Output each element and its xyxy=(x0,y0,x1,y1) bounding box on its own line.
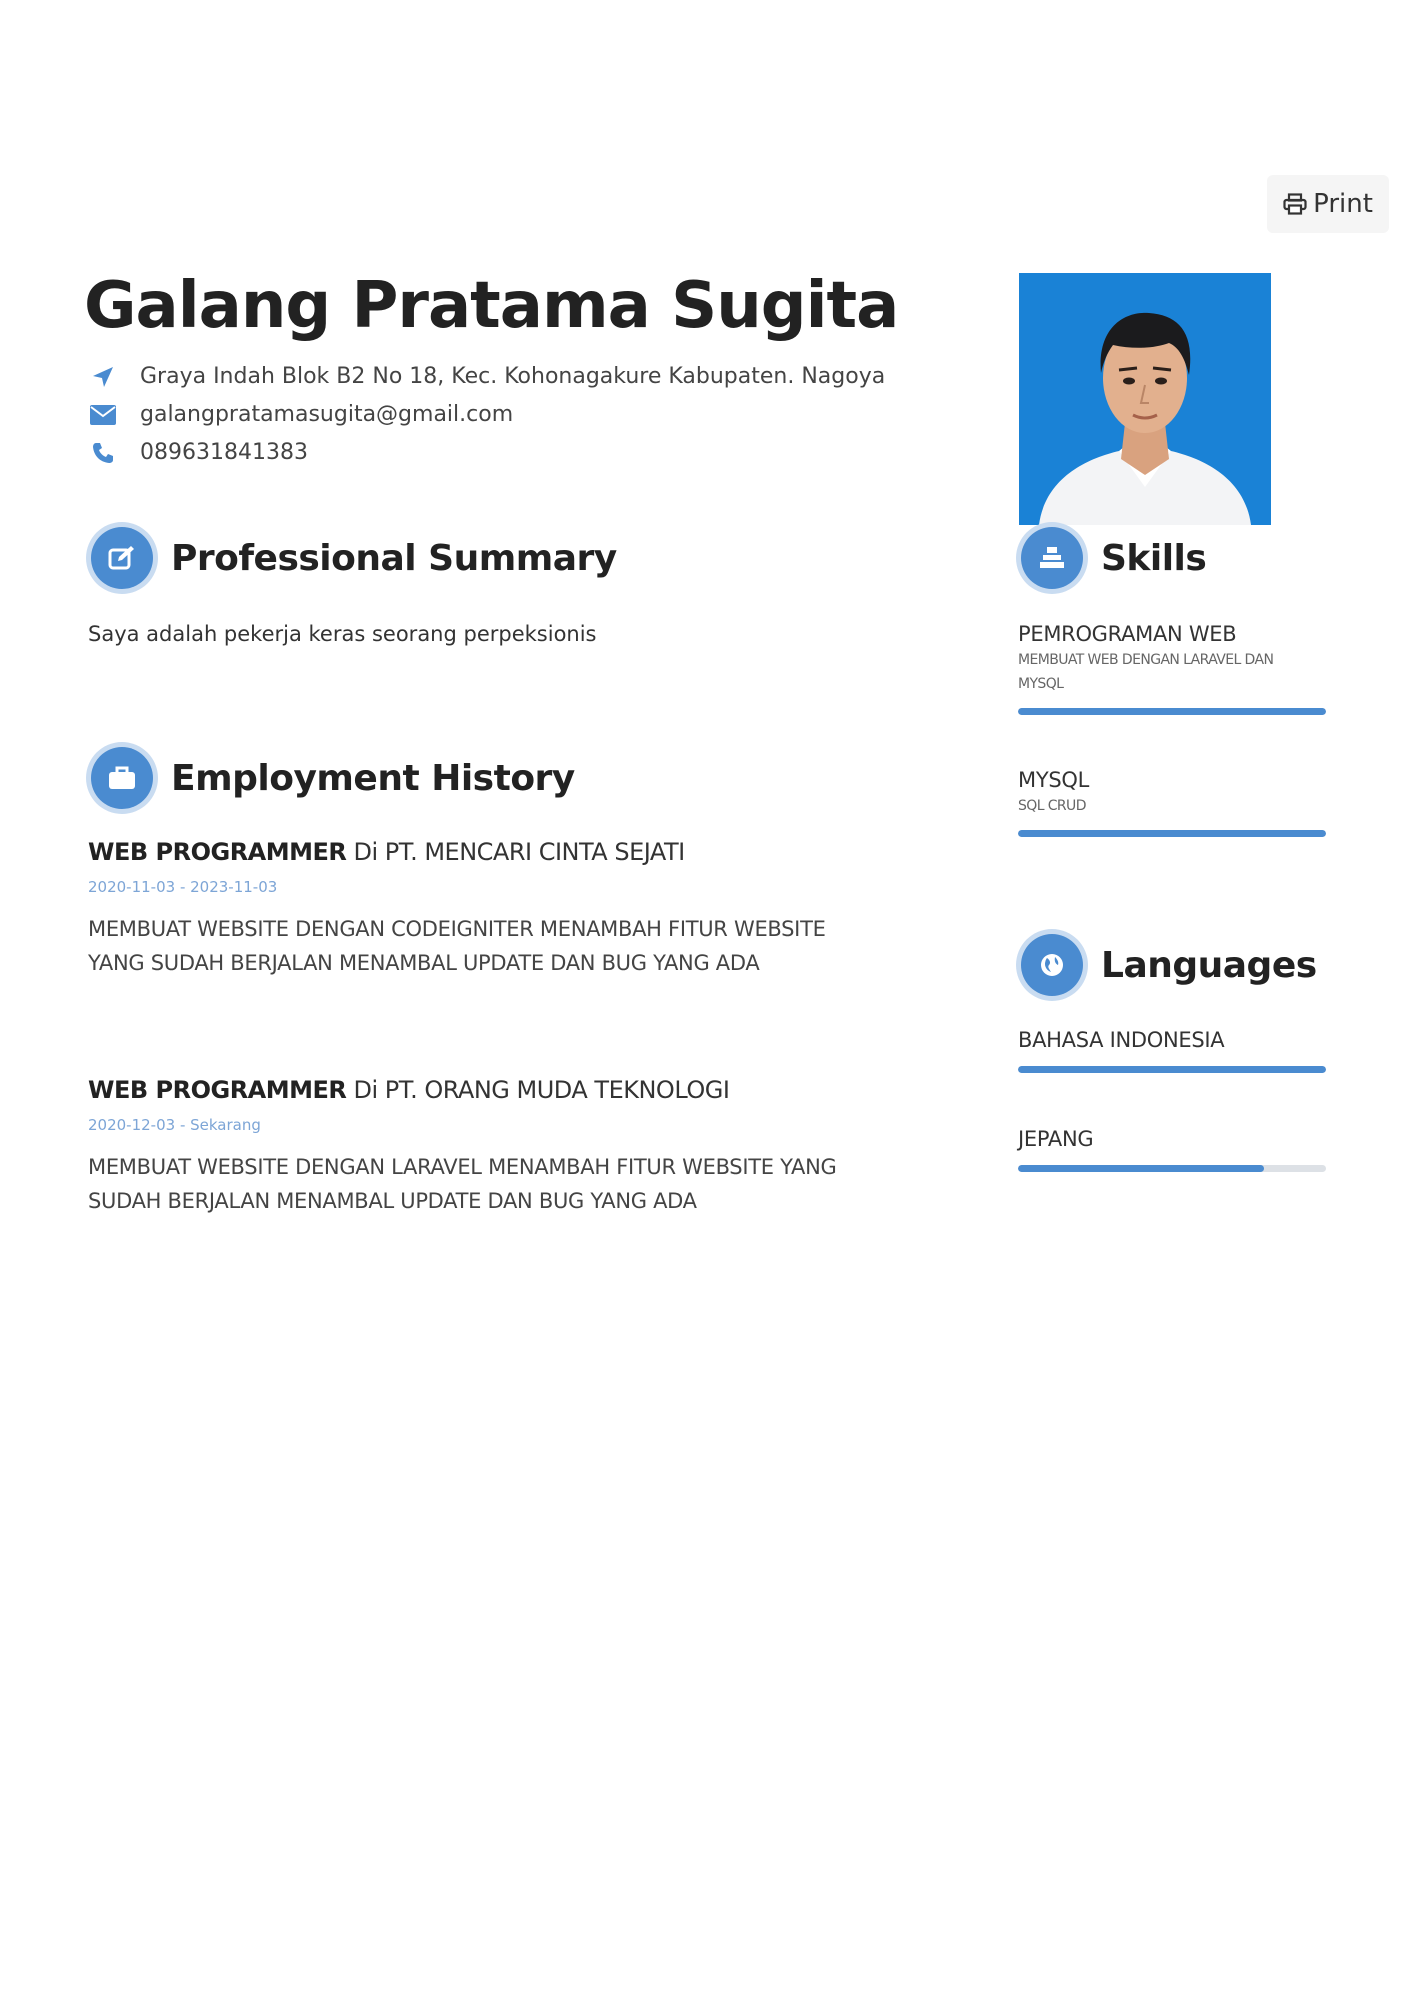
skills-icon xyxy=(1021,527,1083,589)
job-role: WEB PROGRAMMER xyxy=(88,838,347,866)
skill-detail: MEMBUAT WEB DENGAN LARAVEL DAN MYSQL xyxy=(1018,652,1274,692)
job-company: PT. MENCARI CINTA SEJATI xyxy=(384,838,685,866)
employment-title: Employment History xyxy=(171,757,575,799)
job-connector: Di xyxy=(346,1076,385,1104)
print-button[interactable] xyxy=(1267,175,1389,233)
job-description: MEMBUAT WEBSITE DENGAN CODEIGNITER MENAMBAH FITUR WEBSITE YANG SUDAH BERJALAN MENAMBAL UPDATE DAN BUG YANG ADA xyxy=(88,917,826,975)
job-description: MEMBUAT WEBSITE DENGAN LARAVEL MENAMBAH FITUR WEBSITE YANG SUDAH BERJALAN MENAMBAL UPDATE DAN BUG YANG ADA xyxy=(88,1155,837,1213)
languages-title: Languages xyxy=(1101,944,1317,986)
candidate-name: Galang Pratama Sugita xyxy=(84,269,899,343)
language-item xyxy=(1018,1127,1326,1172)
profile-photo xyxy=(1019,273,1271,525)
job-company: PT. ORANG MUDA TEKNOLOGI xyxy=(384,1076,730,1104)
skill-progress-fill xyxy=(1018,708,1326,715)
job-entry xyxy=(88,838,868,980)
skill-progress-fill xyxy=(1018,830,1326,837)
summary-heading xyxy=(91,527,617,589)
language-progress-track xyxy=(1018,1165,1326,1172)
job-connector: Di xyxy=(346,838,385,866)
print-label: Print xyxy=(1313,189,1373,219)
globe-icon xyxy=(1021,934,1083,996)
envelope-icon xyxy=(88,403,118,427)
phone-text: 089631841383 xyxy=(140,440,308,465)
address-line xyxy=(88,364,885,389)
skill-item xyxy=(1018,768,1326,837)
printer-icon xyxy=(1283,193,1307,215)
skill-item xyxy=(1018,622,1326,715)
address-text: Graya Indah Blok B2 No 18, Kec. Kohonagakure Kabupaten. Nagoya xyxy=(140,364,886,389)
job-heading xyxy=(88,1076,868,1104)
language-progress-fill xyxy=(1018,1066,1326,1073)
summary-text: Saya adalah pekerja keras seorang perpeksionis xyxy=(88,622,597,646)
skills-title: Skills xyxy=(1101,537,1207,579)
email-line xyxy=(88,402,513,427)
location-arrow-icon xyxy=(88,365,118,389)
person-avatar xyxy=(1019,273,1271,525)
job-dates: 2020-11-03 - 2023-11-03 xyxy=(88,878,278,896)
skill-progress-track xyxy=(1018,830,1326,837)
language-progress-fill xyxy=(1018,1165,1264,1172)
job-heading xyxy=(88,838,868,866)
language-item xyxy=(1018,1028,1326,1073)
job-dates: 2020-12-03 - Sekarang xyxy=(88,1116,261,1134)
phone-line xyxy=(88,440,308,465)
languages-heading xyxy=(1021,934,1317,996)
employment-heading xyxy=(91,747,575,809)
email-text: galangpratamasugita@gmail.com xyxy=(140,402,514,427)
job-role: WEB PROGRAMMER xyxy=(88,1076,347,1104)
language-progress-track xyxy=(1018,1066,1326,1073)
edit-icon xyxy=(91,527,153,589)
skill-name: MYSQL xyxy=(1018,768,1090,792)
skill-name: PEMROGRAMAN WEB xyxy=(1018,622,1237,646)
language-name: JEPANG xyxy=(1018,1127,1094,1151)
skill-progress-track xyxy=(1018,708,1326,715)
skills-heading xyxy=(1021,527,1206,589)
briefcase-icon xyxy=(91,747,153,809)
phone-icon xyxy=(88,441,118,465)
language-name: BAHASA INDONESIA xyxy=(1018,1028,1225,1052)
job-entry xyxy=(88,1076,868,1218)
skill-detail: SQL CRUD xyxy=(1018,798,1086,814)
summary-title: Professional Summary xyxy=(171,537,617,579)
